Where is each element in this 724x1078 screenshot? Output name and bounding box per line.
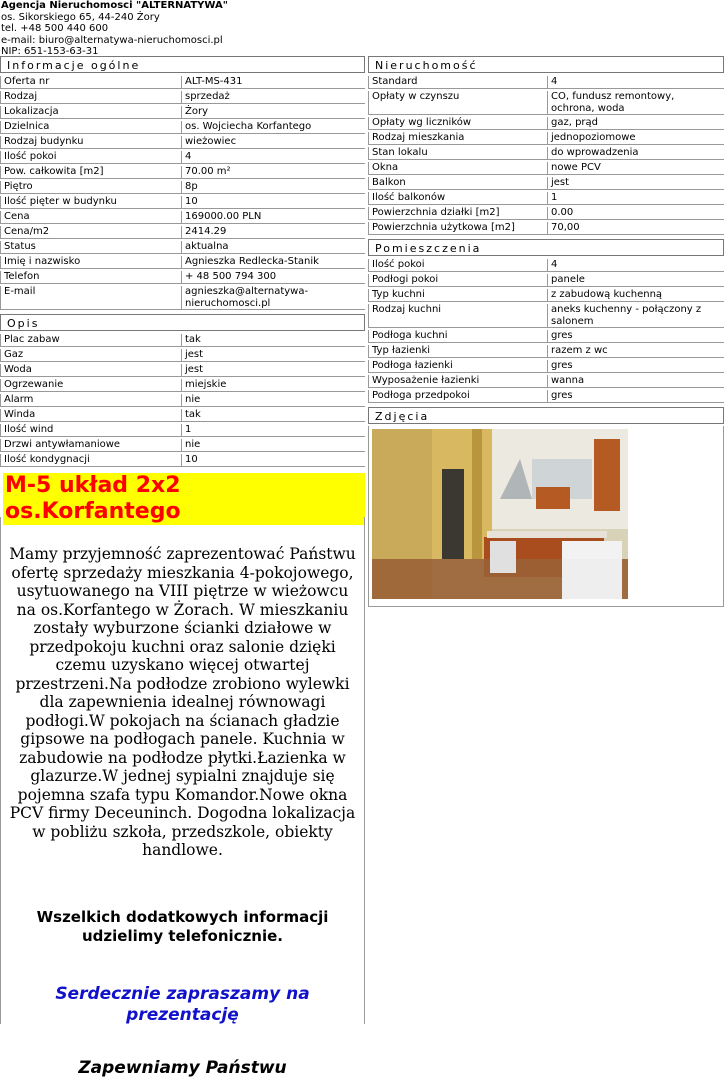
agency-email: e-mail: biuro@alternatywa-nieruchomosci.pl [1,34,223,46]
offer-description: Mamy przyjemność zaprezentować Państwu ofertę sprzedaży mieszkania 4-pokojowego, usytuowanego na VIII piętrze w wieżowcu na os.Korfantego w Żorach. W mieszkaniu zostały wyburzone ścianki działowe w przedpokoju kuchni oraz salonie dzięki czemu uzyskano więcej otwartej przestrzeni.Na podłodze zrobiono wylewki dla zapewnienia idealnej równowagi podłogi.W pokojach na ścianach gładzie gipsowe na podłogach panele. Kuchnia w zabudowie na podłodze płytki.Łazienka w glazurze.W jednej sypialni znajduje się pojemna szafa typu Komandor.Nowe okna PCV firmy Deceuninch. Dogodna lokalizacja w pobliżu szkoła, przedszkole, obiekty handlowe. [9,545,356,859]
property-label: Standard [368,76,547,89]
opis-row [0,364,365,377]
general-label: Dzielnica [0,121,181,134]
invite-text: Serdecznie zapraszamy na prezentację [55,983,310,1025]
rooms-label: Rodzaj kuchni [368,304,547,328]
opis-row [0,394,365,407]
property-row [368,132,724,145]
section-opis-title: Opis [0,314,365,331]
general-row [0,241,365,254]
property-row [368,222,724,235]
property-row [368,147,724,160]
opis-value: nie [181,439,365,452]
property-row [368,192,724,205]
agency-address: os. Sikorskiego 65, 44-240 Żory [1,11,160,23]
general-label: Cena [0,211,181,224]
closing-text: Zapewniamy Państwu [78,1057,287,1078]
general-row [0,166,365,179]
rooms-row [368,330,724,343]
general-value: Żory [181,106,365,119]
property-label: Powierzchnia użytkowa [m2] [368,222,547,235]
general-row [0,151,365,164]
rooms-row [368,360,724,373]
general-row [0,211,365,224]
property-value: nowe PCV [547,162,724,175]
opis-label: Plac zabaw [0,334,181,347]
rooms-label: Podłoga przedpokoi [368,390,547,403]
rooms-row [368,274,724,287]
agency-nip: NIP: 651-153-63-31 [1,46,99,57]
opis-row [0,349,365,362]
general-value: wieżowiec [181,136,365,149]
rooms-value: aneks kuchenny - połączony z salonem [547,304,724,328]
opis-value: tak [181,334,365,347]
opis-row [0,379,365,392]
property-label: Opłaty w czynszu [368,91,547,115]
rooms-label: Podłogi pokoi [368,274,547,287]
property-label: Okna [368,162,547,175]
description-panel [0,517,365,1078]
general-label: Status [0,241,181,254]
property-row [368,207,724,220]
rooms-label: Typ kuchni [368,289,547,302]
info-text: Wszelkich dodatkowych informacji udzielimy telefonicznie. [36,907,329,945]
rooms-row [368,345,724,358]
opis-label: Drzwi antywłamaniowe [0,439,181,452]
general-label: Ilość pokoi [0,151,181,164]
property-value: CO, fundusz remontowy, ochrona, woda [547,91,724,115]
rooms-label: Podłoga łazienki [368,360,547,373]
general-value: 10 [181,196,365,209]
rooms-row [368,259,724,272]
property-value: do wprowadzenia [547,147,724,160]
general-value: + 48 500 794 300 [181,271,365,284]
opis-label: Winda [0,409,181,422]
left-column [0,56,365,525]
general-row [0,226,365,239]
general-row [0,196,365,209]
property-row [368,162,724,175]
opis-row [0,424,365,437]
section-general-title: Informacje ogólne [0,56,365,73]
opis-value: 1 [181,424,365,437]
property-label: Stan lokalu [368,147,547,160]
opis-value: 10 [181,454,365,467]
opis-row [0,409,365,422]
general-label: E-mail [0,286,181,310]
rooms-row [368,375,724,388]
property-value: jednopoziomowe [547,132,724,145]
general-row [0,286,365,310]
property-value: jest [547,177,724,190]
agency-phone: tel. +48 500 440 600 [1,23,109,34]
general-label: Piętro [0,181,181,194]
opis-label: Ogrzewanie [0,379,181,392]
general-label: Rodzaj budynku [0,136,181,149]
section-photos-title: Zdjęcia [368,407,724,424]
general-row [0,91,365,104]
general-row [0,106,365,119]
property-row [368,117,724,130]
rooms-value: gres [547,390,724,403]
rooms-value: gres [547,360,724,373]
opis-value: nie [181,394,365,407]
kitchen-photo[interactable] [372,429,628,599]
property-row [368,91,724,115]
rooms-value: panele [547,274,724,287]
property-label: Opłaty wg liczników [368,117,547,130]
general-label: Oferta nr [0,76,181,89]
photos-panel [368,426,724,607]
general-label: Cena/m2 [0,226,181,239]
opis-label: Ilość kondygnacji [0,454,181,467]
property-label: Ilość balkonów [368,192,547,205]
property-row [368,76,724,89]
general-value: 4 [181,151,365,164]
general-row [0,136,365,149]
right-column [368,56,724,607]
rooms-value: wanna [547,375,724,388]
general-value: 2414.29 [181,226,365,239]
opis-row [0,334,365,347]
opis-label: Woda [0,364,181,377]
property-value: 4 [547,76,724,89]
general-value: ALT-MS-431 [181,76,365,89]
opis-value: miejskie [181,379,365,392]
property-row [368,177,724,190]
general-value: sprzedaż [181,91,365,104]
general-label: Pow. całkowita [m2] [0,166,181,179]
rooms-label: Podłoga kuchni [368,330,547,343]
rooms-label: Ilość pokoi [368,259,547,272]
opis-row [0,439,365,452]
opis-table [0,332,365,469]
rooms-label: Typ łazienki [368,345,547,358]
opis-value: tak [181,409,365,422]
rooms-label: Wyposażenie łazienki [368,375,547,388]
property-value: 70,00 [547,222,724,235]
rooms-table [368,257,724,405]
general-row [0,256,365,269]
kitchen-photo-image [372,429,628,599]
general-label: Telefon [0,271,181,284]
general-table [0,74,365,312]
general-label: Lokalizacja [0,106,181,119]
general-value: os. Wojciecha Korfantego [181,121,365,134]
general-value: aktualna [181,241,365,254]
opis-row [0,454,365,467]
property-label: Powierzchnia działki [m2] [368,207,547,220]
rooms-row [368,289,724,302]
opis-label: Alarm [0,394,181,407]
general-value: agnieszka@alternatywa-nieruchomosci.pl [181,286,365,310]
opis-value: jest [181,364,365,377]
general-row [0,271,365,284]
rooms-value: gres [547,330,724,343]
general-value: Agnieszka Redlecka-Stanik [181,256,365,269]
general-row [0,181,365,194]
property-value: 1 [547,192,724,205]
general-label: Ilość pięter w budynku [0,196,181,209]
property-value: 0.00 [547,207,724,220]
rooms-row [368,304,724,328]
rooms-value: 4 [547,259,724,272]
opis-value: jest [181,349,365,362]
section-property-title: Nieruchomość [368,56,724,73]
general-label: Imię i nazwisko [0,256,181,269]
rooms-row [368,390,724,403]
general-value: 169000.00 PLN [181,211,365,224]
general-row [0,76,365,89]
general-row [0,121,365,134]
section-rooms-title: Pomieszczenia [368,239,724,256]
general-value: 70.00 m² [181,166,365,179]
general-value: 8p [181,181,365,194]
opis-label: Ilość wind [0,424,181,437]
property-table [368,74,724,237]
rooms-value: razem z wc [547,345,724,358]
agency-name: Agencja Nieruchomosci "ALTERNATYWA" [1,0,228,11]
property-label: Rodzaj mieszkania [368,132,547,145]
rooms-value: z zabudową kuchenną [547,289,724,302]
property-label: Balkon [368,177,547,190]
offer-headline: M-5 układ 2x2 os.Korfantego [3,473,365,525]
agency-header [1,0,228,58]
property-value: gaz, prąd [547,117,724,130]
general-label: Rodzaj [0,91,181,104]
opis-label: Gaz [0,349,181,362]
